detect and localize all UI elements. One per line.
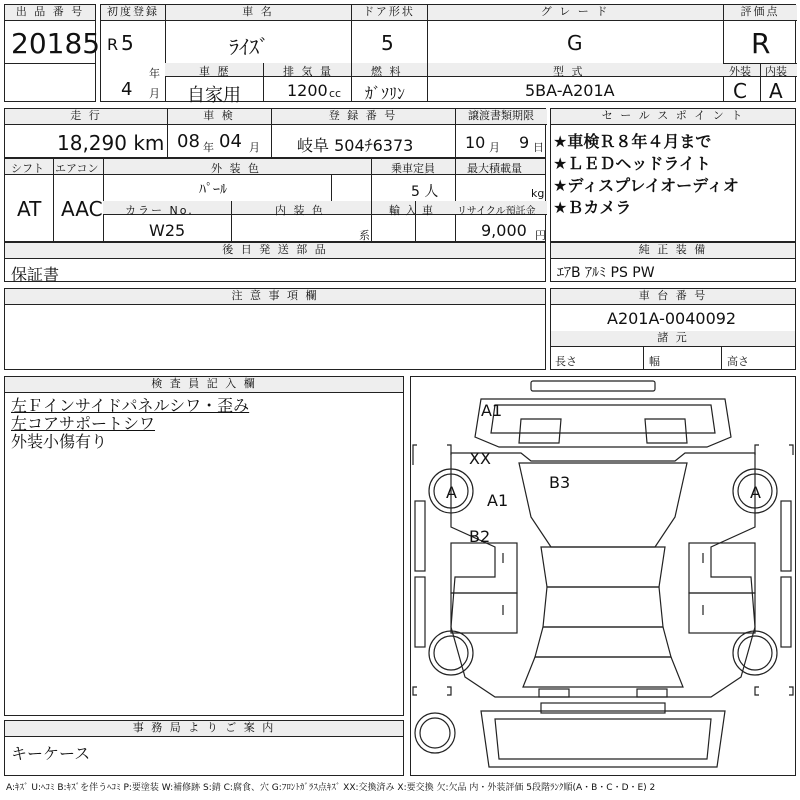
first-reg-year: 5 bbox=[121, 31, 134, 55]
transfer-month: 10 bbox=[465, 133, 486, 152]
exterior-header: 外装 bbox=[729, 65, 751, 78]
first-reg-month: 4 bbox=[121, 79, 133, 100]
notes-box bbox=[4, 288, 546, 370]
capacity-header: 乗車定員 bbox=[391, 162, 435, 175]
inspection-month: 04 bbox=[219, 131, 242, 152]
fuel-value: ｶﾞｿﾘﾝ bbox=[365, 84, 406, 103]
mark-b3: B3 bbox=[549, 473, 571, 492]
spec-box bbox=[4, 158, 546, 242]
chassis-value: A201A-0040092 bbox=[607, 309, 737, 328]
later-parts-value: 保証書 bbox=[11, 265, 60, 284]
score-value: R bbox=[751, 27, 771, 60]
lot-number-box bbox=[4, 4, 101, 102]
kei-unit: 系 bbox=[359, 229, 370, 242]
inspector-note-1: 左Ｆインサイドパネルシワ・歪み bbox=[11, 396, 250, 415]
capacity-value: 5 人 bbox=[411, 184, 439, 200]
displacement-value: 1200 bbox=[287, 81, 328, 100]
main-info-box bbox=[100, 4, 796, 106]
color-no-header: カラー No. bbox=[125, 204, 194, 217]
chassis-box bbox=[550, 288, 796, 370]
selling-points-header: セ ー ル ス ポ イ ン ト bbox=[551, 109, 795, 125]
mark-xx: XX bbox=[469, 449, 491, 468]
door-count: 5 bbox=[381, 31, 394, 55]
aircon-header: エアコン bbox=[55, 162, 99, 175]
later-parts-header: 後 日 発 送 部 品 bbox=[5, 243, 545, 259]
yen-unit: 円 bbox=[535, 229, 546, 242]
mileage-header: 走 行 bbox=[5, 109, 167, 125]
selling-point-1: ★車検Ｒ８年４月まで bbox=[553, 132, 712, 151]
shift-header: シフト bbox=[11, 162, 44, 175]
car-diagram-box bbox=[410, 376, 796, 776]
car-diagram bbox=[411, 377, 795, 775]
int-color-header: 内 装 色 bbox=[275, 204, 325, 217]
legend: A:ｷｽﾞ U:ﾍｺﾐ B:ｷｽﾞを伴うﾍｺﾐ P:要塗装 W:補修跡 S:錆 C:腐食、穴 G:ﾌﾛﾝﾄｶﾞﾗｽ点ｷｽﾞ XX:交換済み X:要交換 欠:欠品 内・外装評価 5段階ﾗﾝｸ順(A・B・C・D・E) 2 bbox=[6, 783, 656, 793]
score-header: 評価点 bbox=[723, 5, 797, 21]
transfer-day: 9 bbox=[519, 133, 530, 152]
genuine-equip-header: 純 正 装 備 bbox=[551, 243, 795, 259]
specs-header: 諸 元 bbox=[551, 331, 795, 347]
exterior-score: C bbox=[733, 79, 747, 103]
aircon-value: AAC bbox=[61, 197, 103, 221]
selling-points-box bbox=[550, 108, 796, 242]
mileage-value: 18,290 km bbox=[57, 131, 165, 155]
height-label: 高さ bbox=[727, 355, 749, 368]
interior-score: A bbox=[769, 79, 783, 103]
mark-a-left: A bbox=[446, 483, 457, 502]
inspector-box bbox=[4, 376, 404, 716]
chassis-header: 車 台 番 号 bbox=[551, 289, 795, 305]
transfer-tsuki: 月 bbox=[489, 141, 500, 154]
lot-number: 20185 bbox=[11, 27, 101, 60]
inspection-header: 車 検 bbox=[167, 109, 271, 125]
length-label: 長さ bbox=[555, 355, 577, 368]
era-label: R bbox=[107, 35, 119, 54]
inspection-nen: 年 bbox=[203, 141, 214, 154]
car-name: ﾗｲｽﾞ bbox=[229, 35, 269, 59]
year-unit: 年 bbox=[149, 67, 160, 80]
import-header: 輸 入 車 bbox=[389, 204, 434, 217]
model-code-header: 型 式 bbox=[553, 65, 585, 78]
ext-color-value: ﾊﾟｰﾙ bbox=[199, 182, 227, 198]
selling-point-4: ★Ｂカメラ bbox=[553, 198, 632, 217]
shift-value: AT bbox=[17, 197, 42, 221]
width-label: 幅 bbox=[649, 355, 660, 368]
color-no-value: W25 bbox=[149, 221, 186, 240]
grade-value: G bbox=[567, 31, 583, 55]
cc-unit: cc bbox=[329, 87, 342, 100]
interior-header: 内装 bbox=[765, 65, 787, 78]
office-header: 事 務 局 よ り ご 案 内 bbox=[5, 721, 403, 737]
transfer-hi: 日 bbox=[533, 141, 544, 154]
inspector-note-3: 外装小傷有り bbox=[11, 432, 108, 451]
door-header: ドア形状 bbox=[351, 5, 427, 21]
mark-a-right: A bbox=[750, 483, 761, 502]
history-header: 車 歴 bbox=[199, 65, 231, 78]
month-unit: 月 bbox=[149, 87, 160, 100]
inspector-header: 検 査 員 記 入 欄 bbox=[5, 377, 403, 393]
recycle-header: リサイクル預託金 bbox=[457, 206, 536, 217]
max-load-header: 最大積載量 bbox=[467, 162, 522, 175]
mark-a1-hood: A1 bbox=[481, 401, 503, 420]
registration-value: 岐阜 504ﾁ6373 bbox=[297, 136, 414, 155]
first-reg-header: 初度登録 bbox=[101, 5, 165, 21]
inspection-year: 08 bbox=[177, 131, 200, 152]
recycle-value: 9,000 bbox=[481, 221, 527, 240]
notes-header: 注 意 事 項 欄 bbox=[5, 289, 545, 305]
later-parts-box bbox=[4, 242, 546, 282]
selling-point-2: ★ＬＥＤヘッドライト bbox=[553, 154, 711, 173]
history-value: 自家用 bbox=[187, 85, 241, 106]
transfer-header: 譲渡書類期限 bbox=[455, 109, 547, 125]
genuine-equip-value: ｴｱB ｱﾙﾐ PS PW bbox=[557, 265, 655, 281]
mark-a1-fender: A1 bbox=[487, 491, 509, 510]
lot-number-header: 出 品 番 号 bbox=[5, 5, 95, 21]
registration-header: 登 録 番 号 bbox=[271, 109, 455, 125]
mileage-box bbox=[4, 108, 546, 158]
car-name-header: 車 名 bbox=[165, 5, 351, 21]
model-code-value: 5BA-A201A bbox=[525, 81, 615, 100]
fuel-header: 燃 料 bbox=[371, 65, 403, 78]
kg-unit: kg bbox=[531, 187, 545, 200]
selling-point-3: ★ディスプレイオーディオ bbox=[553, 176, 739, 195]
ext-color-header: 外 装 色 bbox=[211, 162, 261, 175]
inspector-note-2: 左コアサポートシワ bbox=[11, 414, 156, 433]
office-note: キーケース bbox=[11, 744, 91, 763]
mark-b2: B2 bbox=[469, 527, 491, 546]
grade-header: グ レ ー ド bbox=[427, 5, 723, 21]
genuine-equip-box bbox=[550, 242, 796, 282]
office-box bbox=[4, 720, 404, 776]
displacement-header: 排 気 量 bbox=[283, 65, 333, 78]
inspection-tsuki: 月 bbox=[249, 141, 260, 154]
